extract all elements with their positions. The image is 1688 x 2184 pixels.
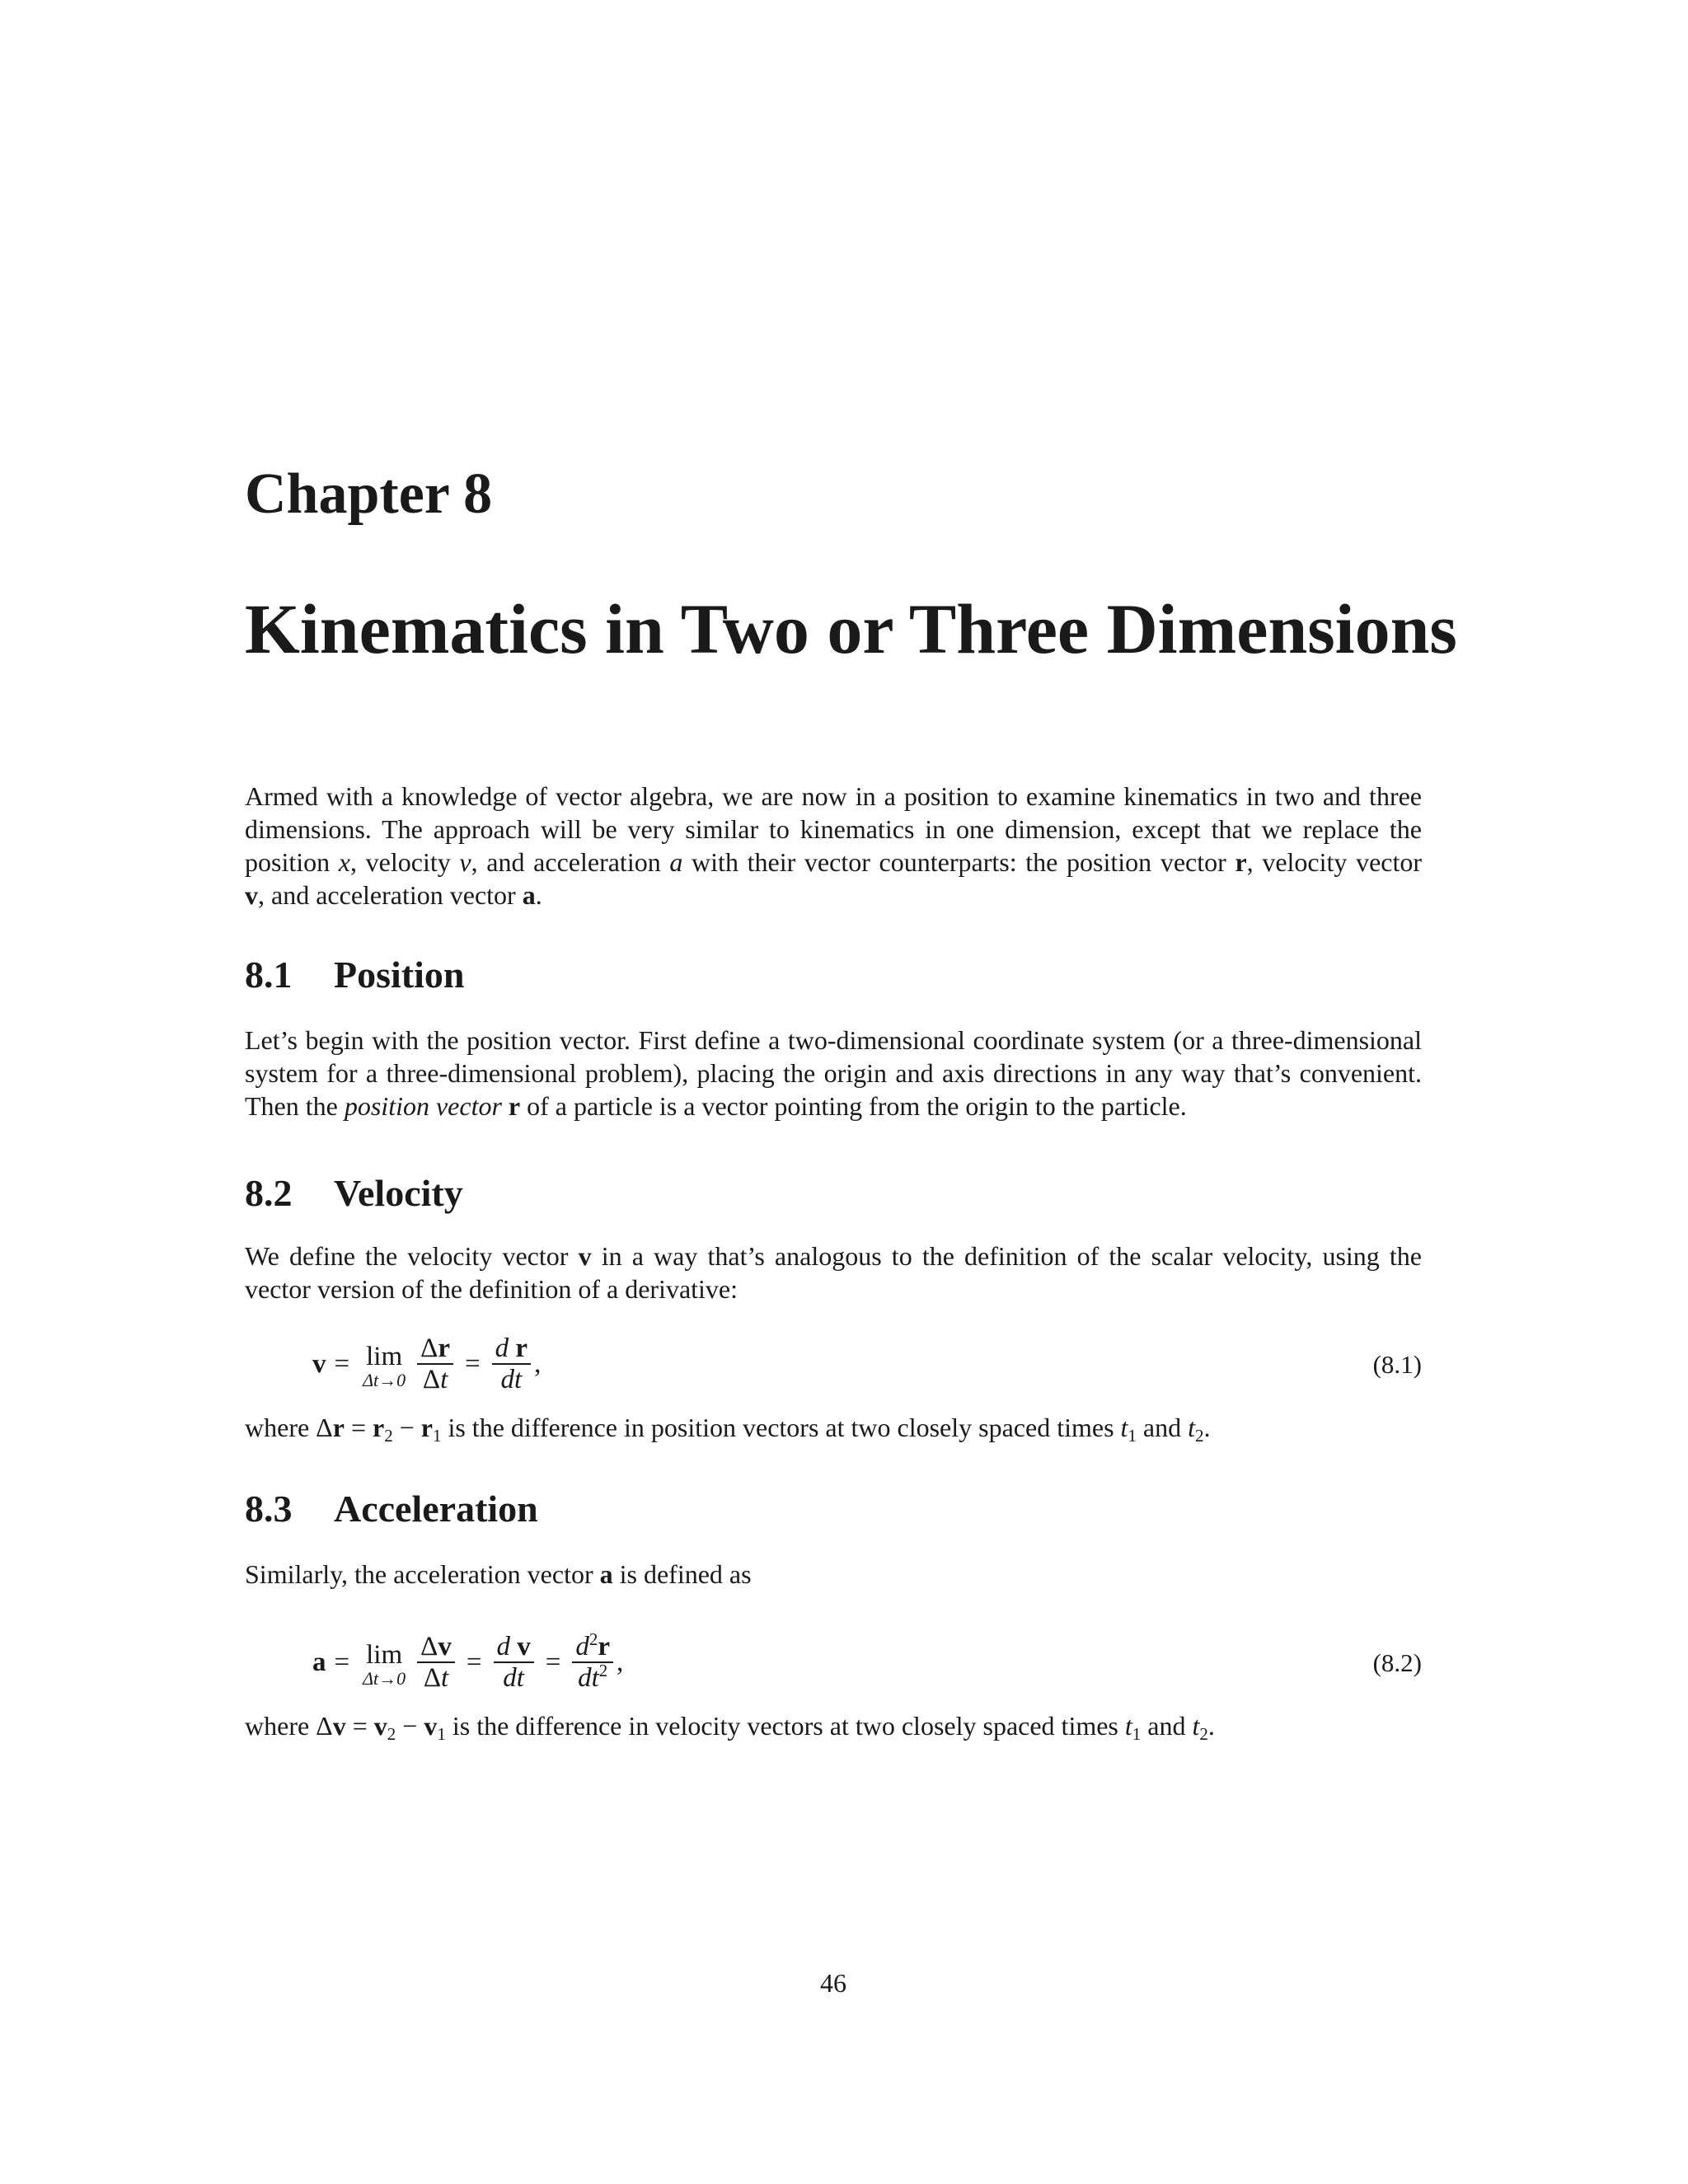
section-heading-velocity (245, 1174, 463, 1212)
document-page (245, 0, 1457, 2184)
position-line-3: Then the position vector r of a particle is a vector pointing from the origin to the particle. (245, 1091, 1187, 1121)
equation-body: a = lim Δt→0 $\frac{\Delta v}{\Delta t}$ = $\frac{\text{d v}}{dt}$ = $\frac{d^2r}{dt^2}$ , (312, 1629, 624, 1693)
position-paragraph (245, 1024, 1422, 1122)
velocity-line-2: vector version of the definition of a derivative: (245, 1274, 738, 1304)
fraction-dv-over-dt: $\frac{\text{d v}}{dt}$ (494, 1632, 534, 1693)
fraction-dr-over-dt: $\frac{\text{d r}}{dt}$ (492, 1333, 531, 1394)
section-title: Position (334, 954, 465, 996)
velocity-after-line: where $\Delta r = r_2 - r_1$ is the difference in position vectors at two closely spaced times $t_1$ and $t_2$. (245, 1413, 1211, 1446)
section-heading-acceleration (245, 1490, 538, 1528)
section-number: 8.3 (245, 1488, 293, 1530)
fraction-delta-r-over-delta-t: $\frac{\Delta r}{\Delta t}$ (417, 1333, 453, 1394)
equation-number: (8.2) (1372, 1648, 1422, 1677)
velocity-line-1: We define the velocity vector v in a way that’s analogous to the definition of the scalar velocity, using the (245, 1241, 1423, 1271)
limit-operator: lim Δt→0 (363, 1342, 406, 1390)
fraction-delta-v-over-delta-t: $\frac{\Delta v}{\Delta t}$ (417, 1632, 455, 1693)
section-title: Velocity (334, 1172, 463, 1214)
intro-line-3: position x, velocity v, and acceleration a with their vector counterparts: the position vector r, velocity vector (245, 847, 1423, 877)
acceleration-paragraph (245, 1558, 1422, 1591)
position-line-1: Let’s begin with the position vector. First define a two-dimensional coordinate system (or a three-dimensional (245, 1025, 1422, 1055)
acceleration-line-1: Similarly, the acceleration vector a is defined as (245, 1559, 752, 1589)
limit-operator: lim Δt→0 (363, 1640, 406, 1689)
intro-paragraph (245, 780, 1422, 912)
velocity-paragraph (245, 1240, 1422, 1305)
position-line-2: system for a three-dimensional problem), placing the origin and axis directions in any way that’s convenient. (245, 1058, 1422, 1088)
chapter-label: Chapter 8 (245, 462, 493, 526)
velocity-after-equation (245, 1411, 1422, 1444)
equation-8-1 (245, 1319, 1422, 1409)
acceleration-after-equation (245, 1709, 1422, 1742)
equation-body: v = lim Δt→0 $\frac{\Delta r}{\Delta t}$ = $\frac{\text{d r}}{dt}$ , (312, 1333, 542, 1394)
equation-number: (8.1) (1372, 1350, 1422, 1379)
equation-8-2 (245, 1617, 1422, 1708)
section-heading-position (245, 956, 464, 994)
section-number: 8.2 (245, 1172, 293, 1214)
intro-line-2: dimensions. The approach will be very similar to kinematics in one dimension, except that we replace the (245, 814, 1422, 844)
fraction-d2r-over-dt2: $\frac{d^2r}{dt^2}$ (572, 1632, 613, 1693)
chapter-title: Kinematics in Two or Three Dimensions (245, 589, 1457, 668)
section-number: 8.1 (245, 954, 293, 996)
acceleration-after-line: where $\Delta v = v_2 - v_1$ is the difference in velocity vectors at two closely spaced times $t_1$ and $t_2$. (245, 1711, 1215, 1744)
page-number: 46 (820, 1968, 846, 1998)
intro-line-4: v, and acceleration vector a. (245, 880, 542, 910)
section-title: Acceleration (334, 1488, 538, 1530)
intro-line-1: Armed with a knowledge of vector algebra, we are now in a position to examine kinematics in two and three (245, 781, 1422, 811)
